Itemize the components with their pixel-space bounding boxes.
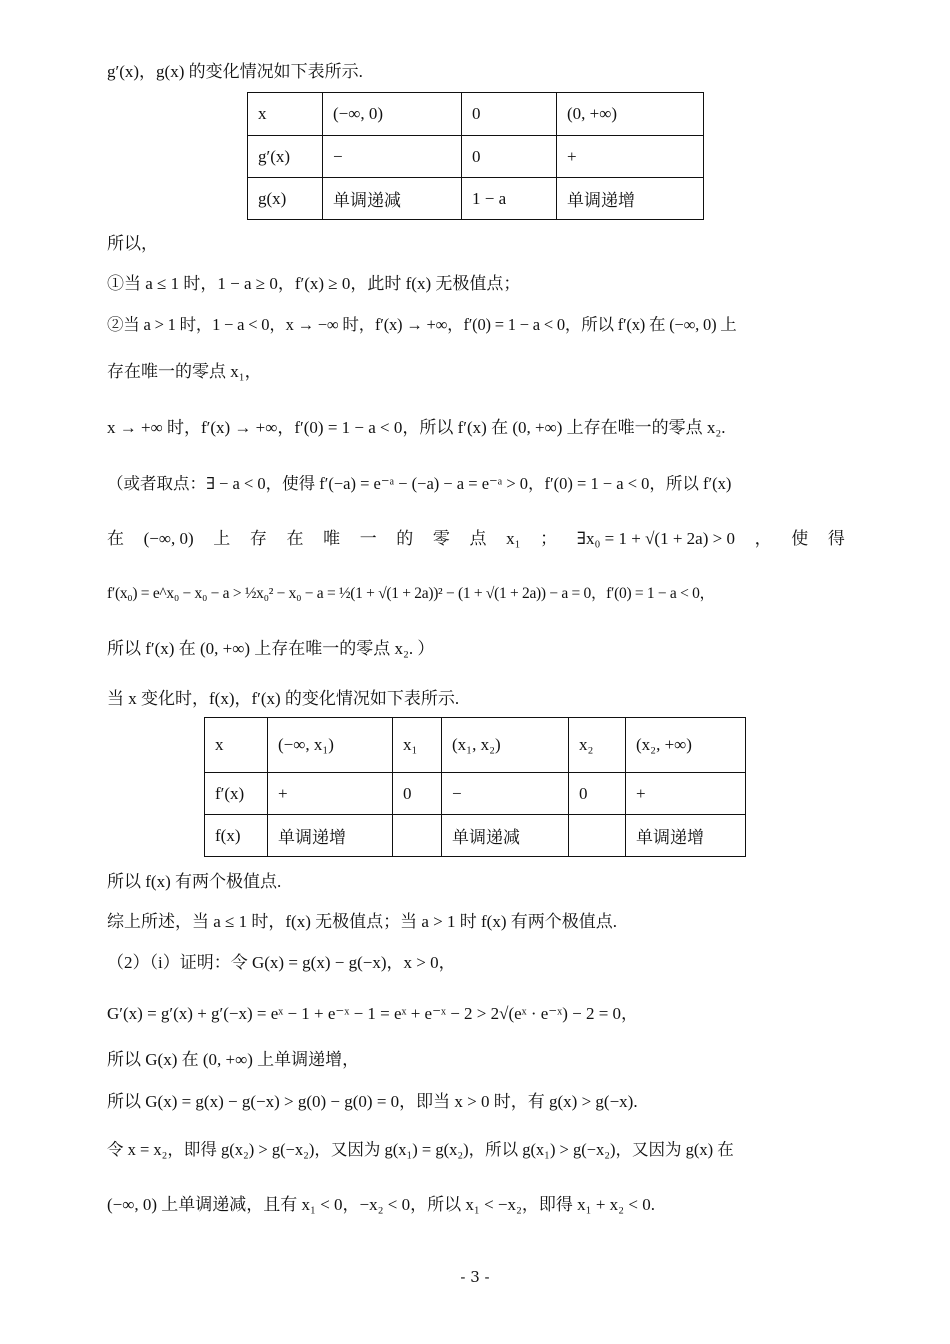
word: 在 (107, 529, 124, 548)
word: ∃x₀ = 1 + √(1 + 2a) > 0 (576, 529, 735, 548)
word: 点 (469, 529, 487, 548)
table-cell: 单调递增 (626, 815, 746, 857)
table-cell: − (323, 136, 462, 178)
table-cell: 0 (462, 93, 557, 136)
line-3: ①当 a ≤ 1 时，1 − a ≥ 0，f′(x) ≥ 0，此时 f(x) 无极值点； (107, 274, 521, 293)
line-7: （或者取点：∃ − a < 0，使得 f′(−a) = e⁻ᵃ − (−a) − a = e⁻ᵃ > 0，f′(0) = 1 − a < 0，所以 f′(x) (107, 474, 732, 493)
table-cell: (−∞, 0) (323, 93, 462, 136)
table-cell: 单调递减 (323, 178, 462, 220)
word: ； (540, 529, 558, 548)
table-cell: + (557, 136, 704, 178)
table-row (205, 718, 746, 773)
table-cell: 单调递增 (557, 178, 704, 220)
line-15: G′(x) = g′(x) + g′(−x) = eˣ − 1 + e⁻ˣ − 1 = eˣ + e⁻ˣ − 2 > 2√(eˣ · e⁻ˣ) − 2 = 0， (107, 1004, 639, 1023)
line-4: ②当 a > 1 时，1 − a < 0，x → −∞ 时，f′(x) → +∞，f′(0) = 1 − a < 0，所以 f′(x) 在 (−∞, 0) 上 (107, 315, 737, 334)
line-6: x → +∞ 时，f′(x) → +∞，f′(0) = 1 − a < 0，所以 f′(x) 在 (0, +∞) 上存在唯一的零点 x₂. (107, 418, 726, 437)
word: 唯 (323, 529, 341, 548)
table-cell: (x₂, +∞) (626, 718, 746, 773)
word: ， (754, 529, 772, 548)
word: 得 (827, 529, 845, 548)
table-cell: x₂ (569, 718, 626, 773)
line-18: 令 x = x₂，即得 g(x₂) > g(−x₂)，又因为 g(x₁) = g(x₂)，所以 g(x₁) > g(−x₂)，又因为 g(x) 在 (107, 1140, 734, 1159)
word: 上 (213, 529, 231, 548)
table-cell: f′(x) (205, 773, 268, 815)
word: 使 (791, 529, 809, 548)
line-19: (−∞, 0) 上单调递减，且有 x₁ < 0，−x₂ < 0，所以 x₁ < −x₂，即得 x₁ + x₂ < 0. (107, 1195, 655, 1214)
table-cell: g(x) (248, 178, 323, 220)
table-cell: (0, +∞) (557, 93, 704, 136)
table-cell: x (248, 93, 323, 136)
table-cell: x (205, 718, 268, 773)
line-2: 所以， (107, 234, 158, 254)
word: 一 (359, 529, 377, 548)
line-12: 所以 f(x) 有两个极值点. (107, 872, 282, 891)
table-row (205, 773, 746, 815)
line-1: g′(x)，g(x) 的变化情况如下表所示. (107, 62, 363, 81)
line-11: 当 x 变化时，f(x)，f′(x) 的变化情况如下表所示. (107, 689, 460, 708)
word: x₁ (506, 529, 521, 548)
word: 存 (249, 529, 267, 548)
word: 在 (286, 529, 304, 548)
variation-table-f (204, 717, 746, 857)
word: 的 (396, 529, 414, 548)
table-row (248, 93, 704, 136)
line-5: 存在唯一的零点 x₁， (107, 362, 262, 381)
line-10: 所以 f′(x) 在 (0, +∞) 上存在唯一的零点 x₂. ） (107, 639, 435, 658)
word: (−∞, 0) (143, 529, 194, 548)
page-number: - 3 - (460, 1268, 490, 1286)
line-8 (107, 527, 845, 551)
table-cell: 1 − a (462, 178, 557, 220)
table-cell: 0 (569, 773, 626, 815)
table-cell: 单调递减 (442, 815, 569, 857)
table-cell: + (626, 773, 746, 815)
line-16: 所以 G(x) 在 (0, +∞) 上单调递增， (107, 1050, 360, 1069)
table-cell: x₁ (393, 718, 442, 773)
line-9: f′(x₀) = e^x₀ − x₀ − a > ½x₀² − x₀ − a = ½(1 + √(1 + 2a))² − (1 + √(1 + 2a)) − a = 0，f′(0) = 1 − a < 0， (107, 585, 715, 602)
word: 零 (432, 529, 450, 548)
table-cell (569, 815, 626, 857)
table-cell: − (442, 773, 569, 815)
table-cell: g′(x) (248, 136, 323, 178)
table-cell: 单调递增 (268, 815, 393, 857)
table-row (205, 815, 746, 857)
table-cell: (−∞, x₁) (268, 718, 393, 773)
table-cell: 0 (462, 136, 557, 178)
table-cell: + (268, 773, 393, 815)
table-row (248, 178, 704, 220)
line-13: 综上所述，当 a ≤ 1 时，f(x) 无极值点；当 a > 1 时 f(x) 有两个极值点. (107, 912, 617, 931)
variation-table-g (247, 92, 704, 220)
table-cell: f(x) (205, 815, 268, 857)
line-14: （2）（i）证明：令 G(x) = g(x) − g(−x)，x > 0， (107, 953, 456, 972)
table-cell: 0 (393, 773, 442, 815)
line-17: 所以 G(x) = g(x) − g(−x) > g(0) − g(0) = 0，即当 x > 0 时，有 g(x) > g(−x). (107, 1092, 638, 1111)
table-cell (393, 815, 442, 857)
table-cell: (x₁, x₂) (442, 718, 569, 773)
table-row (248, 136, 704, 178)
